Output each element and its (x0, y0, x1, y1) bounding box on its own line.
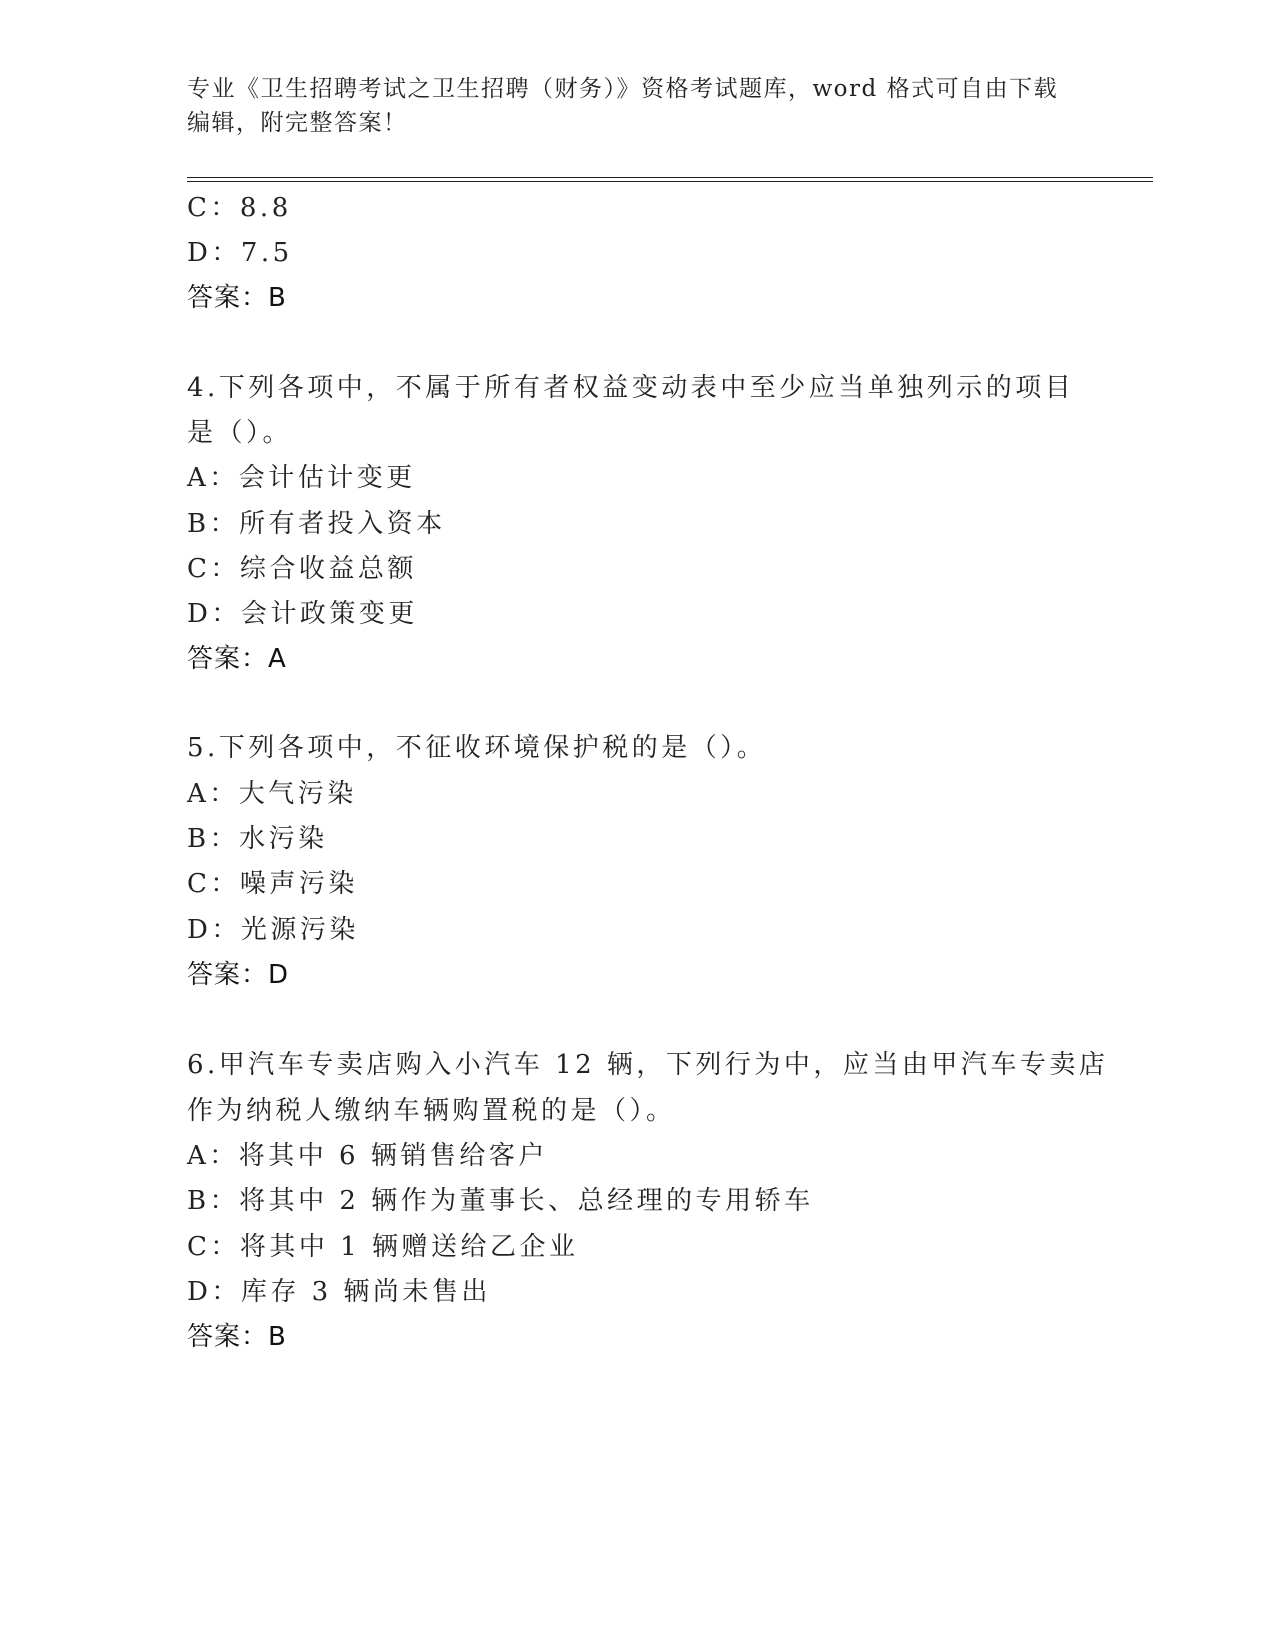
q5-option-a: A：大气污染 (187, 779, 357, 809)
q3-option-c: C：8.8 (187, 193, 292, 223)
q6-answer: 答案：B (187, 1322, 287, 1352)
q4-stem-line-1: 4.下列各项中，不属于所有者权益变动表中至少应当单独列示的项目 (187, 373, 1075, 403)
header-line-1: 专业《卫生招聘考试之卫生招聘（财务）》资格考试题库，word 格式可自由下载 (187, 76, 1059, 102)
q4-stem-line-2: 是（）。 (187, 418, 293, 448)
q6-option-b: B：将其中 2 辆作为董事长、总经理的专用轿车 (187, 1186, 814, 1216)
q6-stem-line-1: 6.甲汽车专卖店购入小汽车 12 辆，下列行为中，应当由甲汽车专卖店 (187, 1050, 1109, 1080)
q6-option-c: C：将其中 1 辆赠送给乙企业 (187, 1232, 579, 1262)
q4-option-d: D：会计政策变更 (187, 599, 418, 629)
q5-answer: 答案：D (187, 960, 290, 990)
q6-option-d: D：库存 3 辆尚未售出 (187, 1277, 491, 1307)
q5-option-d: D：光源污染 (187, 915, 359, 945)
q5-option-b: B：水污染 (187, 824, 328, 854)
q5-stem-line-1: 5.下列各项中，不征收环境保护税的是（）。 (187, 733, 767, 763)
q4-option-b: B：所有者投入资本 (187, 509, 446, 539)
header-line-2: 编辑，附完整答案！ (187, 110, 408, 136)
q6-stem-line-2: 作为纳税人缴纳车辆购置税的是（）。 (187, 1096, 676, 1126)
q4-option-c: C：综合收益总额 (187, 554, 417, 584)
q4-answer: 答案：A (187, 644, 287, 674)
q3-answer: 答案：B (187, 283, 287, 313)
q5-option-c: C：噪声污染 (187, 869, 358, 899)
header-divider-bottom (187, 181, 1153, 182)
q6-option-a: A：将其中 6 辆销售给客户 (187, 1141, 548, 1171)
q3-option-d: D：7.5 (187, 238, 293, 268)
header-divider-top (187, 177, 1153, 178)
q4-option-a: A：会计估计变更 (187, 463, 416, 493)
document-header (187, 72, 1067, 140)
